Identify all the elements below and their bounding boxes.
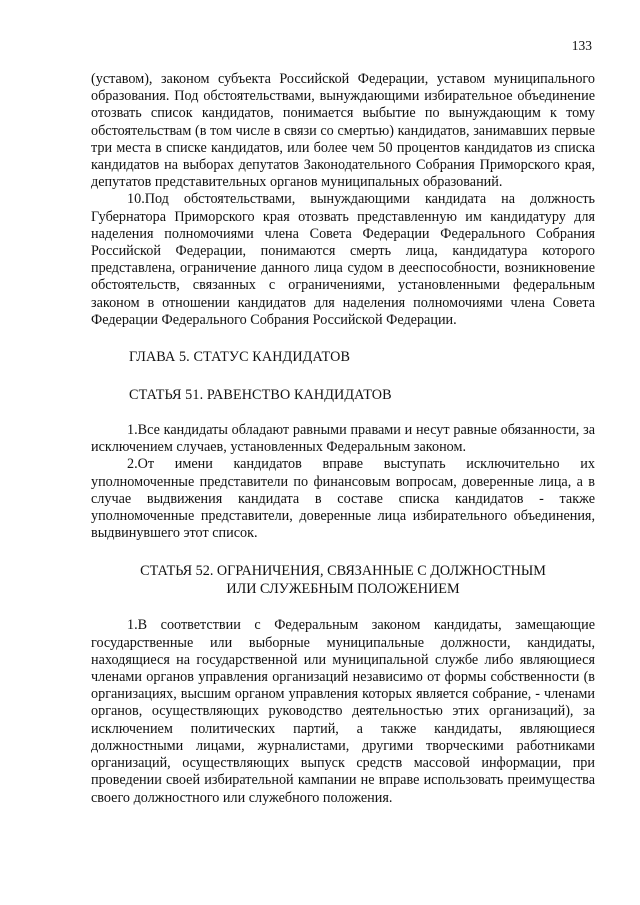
article-52-heading-line-2: ИЛИ СЛУЖЕБНЫМ ПОЛОЖЕНИЕМ: [226, 580, 460, 597]
page-content: [91, 71, 595, 807]
page-number: 133: [571, 38, 592, 53]
article-52-paragraph-1: 1.В соответствии с Федеральным законом кандидаты, замещающие государственные или выборные муниципальные должности, кандидаты, находящиеся на государственной или муниципальной службе либо являющиеся членами органов управления организаций независимо от формы собственности (в организациях, высшим органом управления которых является собрание, - членами органов, осуществляющих руководство деятельностью этих организаций), за исключением политических партий, а также кандидаты, являющиеся должностными лицами, журналистами, другими творческими работниками организаций, осуществляющих выпуск средств массовой информации, при проведении своей избирательной кампании не вправе использовать преимущества своего должностного или служебного положения.: [91, 617, 595, 806]
article-52-heading-line-1: СТАТЬЯ 52. ОГРАНИЧЕНИЯ, СВЯЗАННЫЕ С ДОЛЖНОСТНЫМ: [140, 563, 546, 580]
article-51-paragraph-1: 1.Все кандидаты обладают равными правами и несут равные обязанности, за исключением случаев, установленных Федеральным законом.: [91, 422, 595, 456]
article-51-paragraph-2: 2.От имени кандидатов вправе выступать исключительно их уполномоченные представители по финансовым вопросам, доверенные лица, а в случае выдвижения кандидата в составе списка кандидатов - также уполномоченные представители, доверенные лица избирательного объединения, выдвинувшего этот список.: [91, 456, 595, 542]
paragraph-continuation: (уставом), законом субъекта Российской Федерации, уставом муниципального образования. Под обстоятельствами, вынуждающими избирательное объединение отозвать список кандидатов, понимается выбытие по вынуждающим к тому обстоятельствам (в том числе в связи со смертью) кандидатов, занимавших первые три места в списке кандидатов, или более чем 50 процентов кандидатов из списка кандидатов на выборах депутатов Законодательного Собрания Приморского края, депутатов представительных органов муниципальных образований.: [91, 71, 595, 191]
article-51-heading: СТАТЬЯ 51. РАВЕНСТВО КАНДИДАТОВ: [129, 386, 392, 403]
chapter-heading: ГЛАВА 5. СТАТУС КАНДИДАТОВ: [129, 349, 351, 366]
paragraph-10: 10.Под обстоятельствами, вынуждающими кандидата на должность Губернатора Приморского края отозвать представленную им кандидатуру для наделения полномочиями члена Совета Федерации Федерального Собрания Российской Федерации, понимаются смерть лица, кандидатура которого представлена, ограничение данного лица судом в дееспособности, возникновение обстоятельств, связанных с ограничениями, установленными федеральным законом в отношении кандидатов для наделения полномочиями члена Совета Федерации Федерального Собрания Российской Федерации.: [91, 191, 595, 328]
